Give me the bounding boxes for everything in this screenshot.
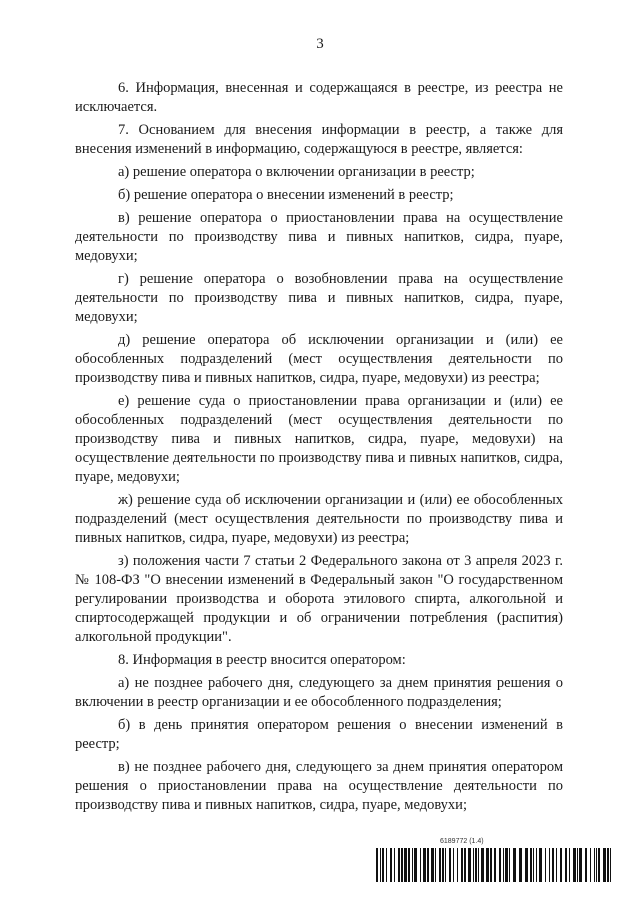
- paragraph-7: 7. Основанием для внесения информации в реестр, а также для внесения изменений в информацию, содержащуюся в реестре, является:: [75, 122, 563, 157]
- list-item-8a: а) не позднее рабочего дня, следующего за днем принятия решения о включении в реестр организации и ее обособленного подразделения;: [75, 675, 563, 710]
- list-item-7z: з) положения части 7 статьи 2 Федерального закона от 3 апреля 2023 г. № 108-ФЗ "О внесении изменений в Федеральный закон "О государственном регулировании производства и оборота этилового спирта, алкогольной и спиртосодержащей продукции и об ограничении потребления (распития) алкогольной продукции".: [75, 553, 563, 645]
- list-item-7g: г) решение оператора о возобновлении права на осуществление деятельности по производству пива и пивных напитков, сидра, пуаре, медовухи;: [75, 271, 563, 325]
- paragraph-8: 8. Информация в реестр вносится оператором:: [118, 652, 406, 668]
- list-item-7v: в) решение оператора о приостановлении права на осуществление деятельности по производству пива и пивных напитков, сидра, пуаре, медовухи;: [75, 210, 563, 264]
- barcode-image: [376, 848, 614, 882]
- paragraph-6: 6. Информация, внесенная и содержащаяся в реестре, из реестра не исключается.: [75, 80, 563, 115]
- list-item-7zh: ж) решение суда об исключении организации и (или) ее обособленных подразделений (мест осуществления деятельности по производству пива и пивных напитков, сидра, пуаре, медовухи) из реестра;: [75, 492, 563, 546]
- document-body: [75, 79, 563, 815]
- list-item-7d: д) решение оператора об исключении организации и (или) ее обособленных подразделений (мест осуществления деятельности по производству пива и пивных напитков, сидра, пуаре, медовухи) из реестра;: [75, 332, 563, 386]
- list-item-7e: е) решение суда о приостановлении права организации и (или) ее обособленных подразделений (мест осуществления деятельности по производству пива и пивных напитков, сидра, пуаре, медовухи) на осуществление деятельности по производству пива и пивных напитков, сидра, пуаре, медовухи;: [75, 393, 563, 485]
- list-item-8v: в) не позднее рабочего дня, следующего за днем принятия оператором решения о приостановлении права на осуществление деятельности по производству пива и пивных напитков, сидра, пуаре, медовухи;: [75, 759, 563, 813]
- list-item-7a: а) решение оператора о включении организации в реестр;: [118, 164, 475, 180]
- list-item-7b: б) решение оператора о внесении изменений в реестр;: [118, 187, 454, 203]
- list-item-8b: б) в день принятия оператором решения о внесении изменений в реестр;: [75, 717, 563, 752]
- barcode-caption: 6189772 (1.4): [440, 838, 484, 845]
- page-number: 3: [316, 36, 324, 52]
